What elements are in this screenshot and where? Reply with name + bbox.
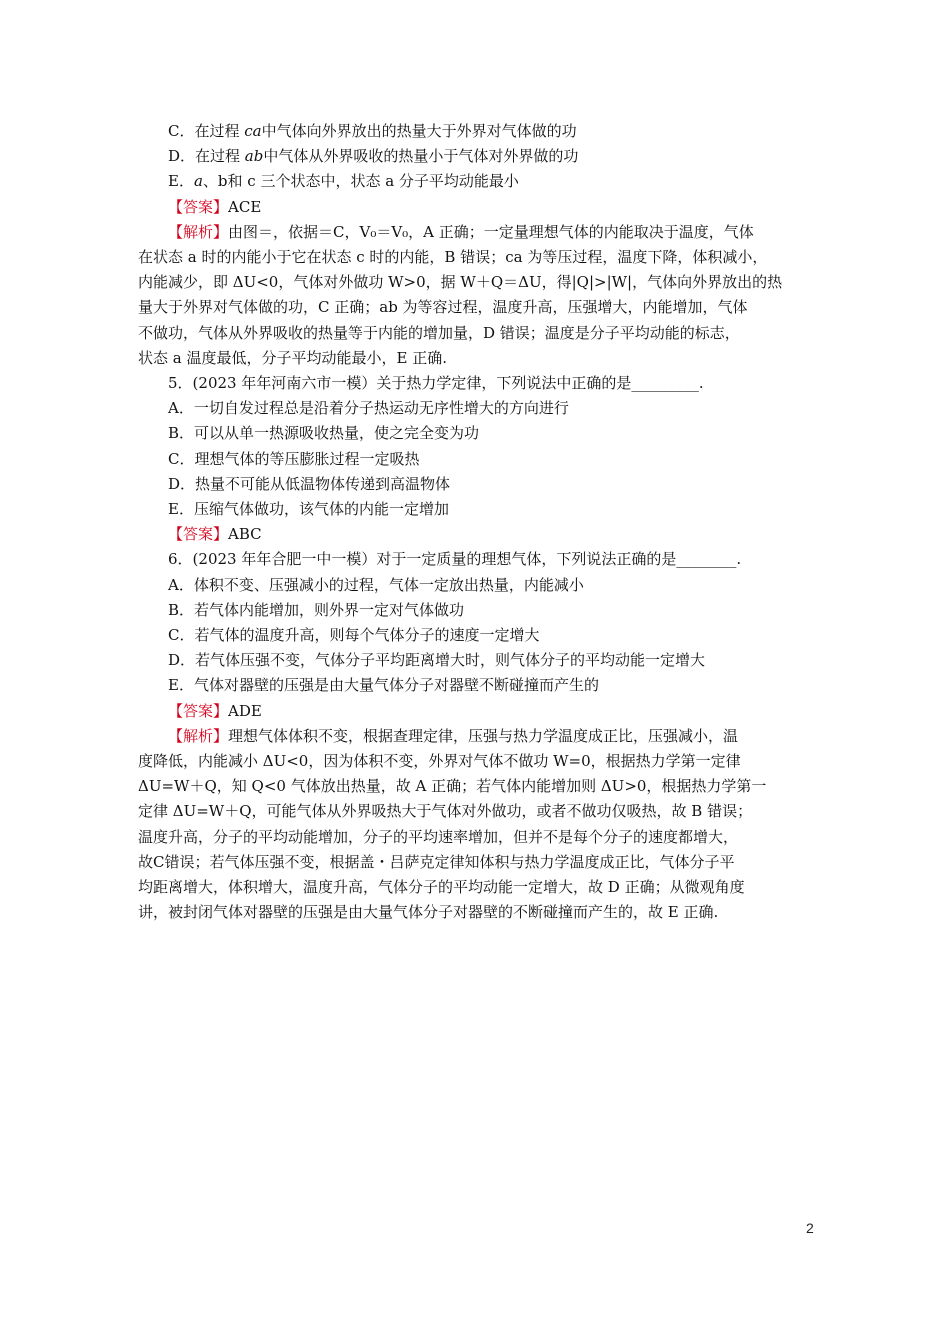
q6-option-e: E．气体对器壁的压强是由大量气体分子对器壁不断碰撞而产生的 — [168, 676, 599, 695]
q4-option-e-post: 、b和 c 三个状态中，状态 a 分子平均动能最小 — [202, 172, 519, 191]
q4-option-c — [138, 119, 814, 144]
q4-analysis-line: 内能减少，即 ΔU<0，气体对外做功 W>0，据 W＋Q＝ΔU，得|Q|>|W|，气体向外界放出的热 — [138, 273, 783, 292]
q5-option-d: D．热量不可能从低温物体传递到高温物体 — [168, 474, 451, 493]
q4-option-d — [138, 144, 814, 169]
q4-analysis-line — [138, 220, 814, 245]
q6-stem: 6．(2023 年年合肥一中一模）对于一定质量的理想气体，下列说法正确的是________. — [168, 550, 742, 569]
q6-analysis-line: 温度升高，分子的平均动能增加，分子的平均速率增加，但并不是每个分子的速度都增大， — [138, 827, 739, 846]
q5-answer — [138, 522, 814, 547]
q6-analysis-text: 理想气体体积不变，根据查理定律，压强与热力学温度成正比，压强减小，温 — [228, 726, 739, 745]
q6-answer-value: ADE — [228, 701, 262, 720]
page-content — [138, 119, 814, 926]
q4-option-e-pre: E． — [168, 172, 194, 191]
q4-analysis-line: 量大于外界对气体做的功，C 正确；ab 为等容过程，温度升高，压强增大，内能增加，气体 — [138, 298, 748, 317]
q5-answer-tag: 【答案】 — [168, 525, 229, 544]
q6-option-a: A．体积不变、压强减小的过程，气体一定放出热量，内能减小 — [168, 575, 584, 594]
q4-analysis-line: 状态 a 温度最低，分子平均动能最小，E 正确. — [138, 348, 447, 367]
q6-answer — [138, 699, 814, 724]
q4-analysis-tag: 【解析】 — [168, 222, 229, 241]
q6-analysis-line: 均距离增大，体积增大，温度升高，气体分子的平均动能一定增大，故 D 正确；从微观角度 — [138, 878, 745, 897]
q4-analysis-text: 由图＝，依据＝C，V₀＝V₀，A 正确；一定量理想气体的内能取决于温度，气体 — [228, 222, 754, 241]
page-number: 2 — [806, 1220, 814, 1236]
q6-analysis-line — [138, 724, 814, 749]
q4-option-d-pre: D．在过程 — [168, 147, 245, 166]
q4-option-d-var: ab — [244, 147, 264, 166]
q4-option-c-pre: C．在过程 — [168, 122, 245, 140]
q4-option-e — [138, 169, 814, 194]
q5-option-e: E．压缩气体做功，该气体的内能一定增加 — [168, 500, 449, 519]
q4-option-d-post: 中气体从外界吸收的热量小于气体对外界做的功 — [263, 147, 579, 166]
q4-analysis-line: 不做功，气体从外界吸收的热量等于内能的增加量，D 错误；温度是分子平均动能的标志， — [138, 323, 740, 342]
q4-option-e-var: a — [193, 172, 203, 191]
q6-option-b: B．若气体内能增加，则外界一定对气体做功 — [168, 600, 465, 619]
q6-analysis-line: 讲，被封闭气体对器壁的压强是由大量气体分子对器壁的不断碰撞而产生的，故 E 正确. — [138, 903, 719, 922]
q5-option-b: B．可以从单一热源吸收热量，使之完全变为功 — [168, 424, 480, 443]
q6-analysis-line: 定律 ΔU=W＋Q，可能气体从外界吸热大于气体对外做功，或者不做功仅吸热，故 B 错误； — [138, 802, 753, 821]
q6-analysis-line: 故C错误；若气体压强不变，根据盖・吕萨克定律知体积与热力学温度成正比，气体分子平 — [138, 852, 735, 871]
q4-option-c-post: 中气体向外界放出的热量大于外界对气体做的功 — [261, 122, 577, 140]
q6-analysis-line: 度降低，内能减小 ΔU<0，因为体积不变，外界对气体不做功 W=0，根据热力学第一定律 — [138, 752, 741, 771]
q6-analysis-line: ΔU=W＋Q，知 Q<0 气体放出热量，故 A 正确；若气体内能增加则 ΔU>0，根据热力学第一 — [138, 777, 767, 796]
q4-answer-tag: 【答案】 — [168, 197, 229, 216]
q6-option-d: D．若气体压强不变，气体分子平均距离增大时，则气体分子的平均动能一定增大 — [168, 651, 706, 670]
q4-analysis-line: 在状态 a 时的内能小于它在状态 c 时的内能，B 错误；ca 为等压过程，温度下降，体积减小， — [138, 248, 768, 267]
q5-stem: 5．(2023 年年河南六市一模）关于热力学定律，下列说法中正确的是_________. — [168, 374, 704, 393]
q5-option-a: A．一切自发过程总是沿着分子热运动无序性增大的方向进行 — [168, 399, 569, 418]
q4-option-c-var: ca — [244, 122, 262, 140]
q6-option-c: C．若气体的温度升高，则每个气体分子的速度一定增大 — [168, 626, 540, 645]
q4-answer-value: ACE — [228, 197, 262, 216]
q6-analysis-tag: 【解析】 — [168, 726, 229, 745]
q5-answer-value: ABC — [228, 525, 262, 544]
q6-answer-tag: 【答案】 — [168, 701, 229, 720]
q5-option-c: C．理想气体的等压膨胀过程一定吸热 — [168, 449, 420, 468]
q4-answer — [138, 195, 814, 220]
